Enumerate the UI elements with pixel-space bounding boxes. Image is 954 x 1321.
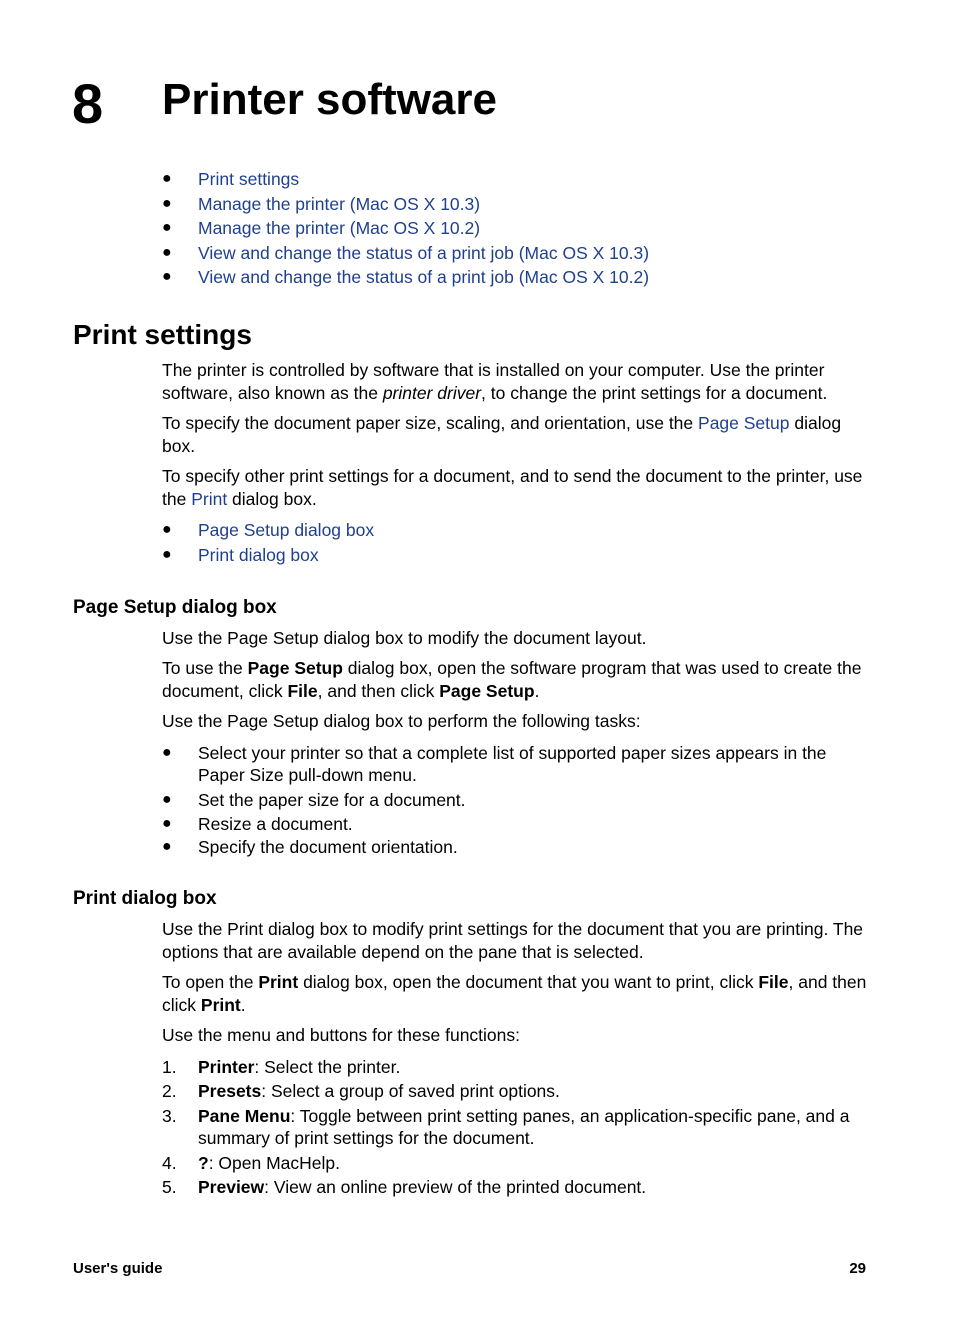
bullet-icon: ● — [162, 545, 172, 563]
link-page-setup-dialog[interactable]: Page Setup dialog box — [198, 520, 375, 540]
bullet-icon: ● — [162, 170, 172, 187]
toc-item — [162, 217, 882, 242]
print-link[interactable]: Print — [191, 489, 228, 509]
chapter-number: 8 — [72, 72, 104, 135]
bullet-icon: ● — [162, 194, 172, 212]
list-item: 2. Presets: Select a group of saved print options. — [162, 1081, 560, 1101]
emphasis-text: printer driver — [382, 383, 482, 403]
list-item: 4. ?: Open MacHelp. — [162, 1153, 341, 1173]
toc-link-manage-printer-10-3[interactable]: Manage the printer (Mac OS X 10.3) — [198, 193, 481, 214]
bullet-icon: ● — [162, 219, 172, 237]
section-links — [162, 519, 867, 568]
paragraph: Use the Page Setup dialog box to modify the document layout. — [162, 628, 647, 648]
chapter-toc — [162, 168, 882, 291]
toc-item — [162, 193, 882, 218]
bullet-icon: ● — [162, 791, 172, 808]
toc-item — [162, 168, 882, 193]
link-print-dialog[interactable]: Print dialog box — [198, 544, 319, 565]
toc-link-print-job-status-10-3[interactable]: View and change the status of a print job (Mac OS X 10.3) — [198, 242, 650, 263]
list-item — [162, 519, 867, 544]
page-setup-link[interactable]: Page Setup — [698, 413, 790, 433]
toc-link-print-settings[interactable]: Print settings — [198, 169, 300, 189]
paragraph: To specify other print settings for a document, and to send the document to the printer, use the Print dialog box. — [162, 466, 863, 509]
toc-link-manage-printer-10-2[interactable]: Manage the printer (Mac OS X 10.2) — [198, 218, 481, 239]
paragraph: Use the Page Setup dialog box to perform the following tasks: — [162, 711, 641, 731]
paragraph: The printer is controlled by software that is installed on your computer. Use the printer software, also known as the printer driver, to change the print settings for a document. — [162, 360, 828, 403]
toc-link-print-job-status-10-2[interactable]: View and change the status of a print job (Mac OS X 10.2) — [198, 267, 650, 288]
function-list — [162, 1056, 867, 1198]
subsection-heading-page-setup: Page Setup dialog box — [73, 597, 277, 618]
bullet-icon: ● — [162, 243, 172, 261]
chapter-title: Printer software — [162, 75, 497, 124]
bullet-icon: ● — [162, 744, 172, 761]
bullet-icon: ● — [162, 815, 172, 832]
task-list — [162, 742, 867, 858]
list-item: 5. Preview: View an online preview of the printed document. — [162, 1177, 647, 1197]
list-item: ● Resize a document. — [162, 814, 353, 834]
bullet-icon: ● — [162, 838, 172, 855]
paragraph: To specify the document paper size, scaling, and orientation, use the Page Setup dialog box. — [162, 413, 842, 456]
subsection-heading-print-dialog: Print dialog box — [73, 888, 217, 909]
toc-item — [162, 266, 882, 291]
list-item: 1. Printer: Select the printer. — [162, 1057, 401, 1077]
list-item: 3. Pane Menu: Toggle between print setting panes, an application-specific pane, and a summary of print settings for the document. — [162, 1106, 850, 1148]
toc-item — [162, 242, 882, 267]
bullet-icon: ● — [162, 521, 172, 538]
footer-guide-title: User's guide — [73, 1260, 163, 1277]
bullet-icon: ● — [162, 268, 172, 286]
list-item: ● Specify the document orientation. — [162, 837, 458, 857]
section-heading-print-settings: Print settings — [73, 319, 252, 350]
paragraph: To open the Print dialog box, open the document that you want to print, click File, and then click Print. — [162, 972, 867, 1015]
paragraph: Use the Print dialog box to modify print settings for the document that you are printing. The options that are available depend on the pane that is selected. — [162, 919, 864, 962]
list-item: ● Select your printer so that a complete list of supported paper sizes appears in the Paper Size pull-down menu. — [162, 743, 827, 785]
paragraph: To use the Page Setup dialog box, open the software program that was used to create the document, click File, and then click Page Setup. — [162, 658, 862, 701]
list-item — [162, 544, 867, 569]
list-item: ● Set the paper size for a document. — [162, 790, 466, 810]
page-number: 29 — [849, 1260, 866, 1277]
paragraph: Use the menu and buttons for these functions: — [162, 1025, 520, 1045]
